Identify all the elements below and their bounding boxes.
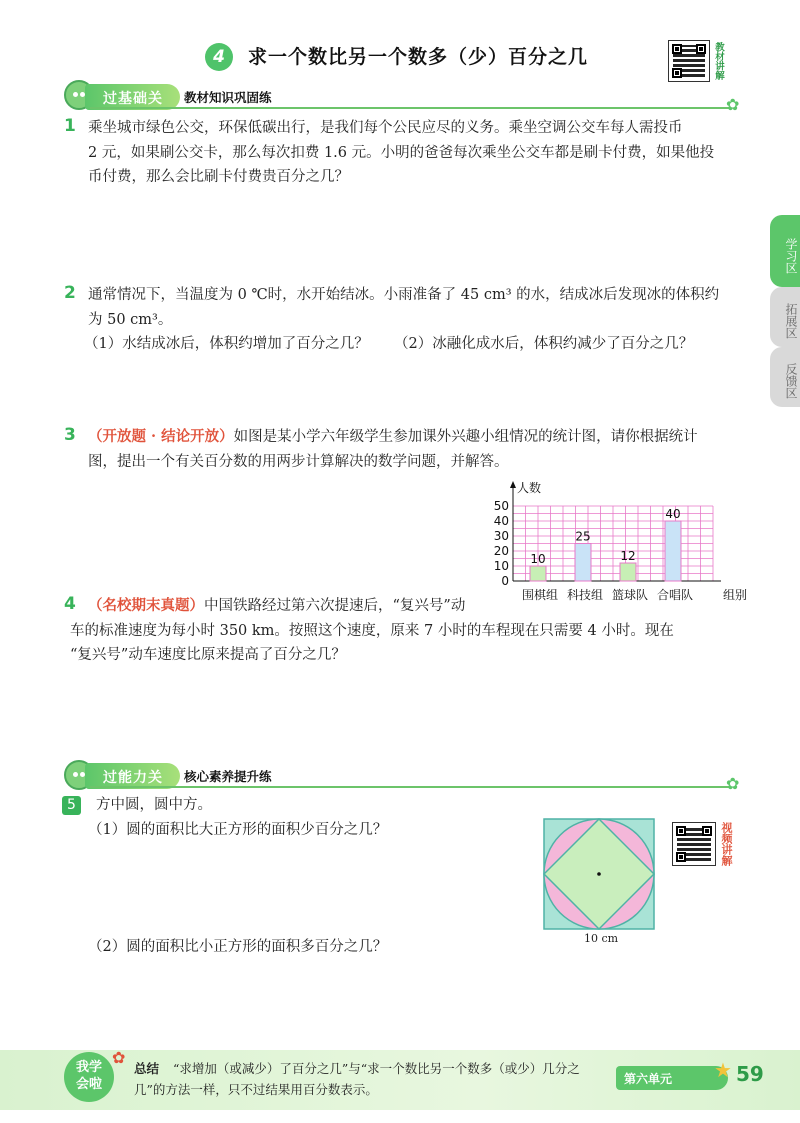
qr-code-icon[interactable] [672,822,716,866]
section-label: 过能力关 [103,770,163,786]
summary-label: 总结 [134,1061,160,1076]
badge-text: 我学会啦 [75,1060,102,1092]
learned-badge [64,1052,114,1102]
text-line [134,1058,604,1079]
y-tick-label: 0 [501,574,509,588]
bar-chart [470,468,750,608]
star-icon: ✿ [726,774,740,793]
bar [575,544,591,582]
question-number: 4 [64,594,76,614]
sub-question-1: （1）水结成冰后，体积约增加了百分之几？ [84,336,369,352]
bar-value-label: 40 [665,507,681,521]
text-span: 如图是某小学六年级学生参加课外兴趣小组情况的统计图，请你根据统计 [233,429,698,445]
text-line [88,594,738,619]
question-number: 3 [64,425,76,445]
text-line: 乘坐城市绿色公交，环保低碳出行，是我们每个公民应尽的义务。乘坐空调公交车每人需投币 [88,120,683,136]
tab-expand-area[interactable]: 拓展区 [770,287,800,347]
text-line: 2 元，如果刷公交卡，那么每次扣费 1.6 元。小明的爸爸每次乘坐公交车都是刷卡付费，如果他投 [88,144,715,161]
qr-label: 教材讲解 [713,42,724,80]
y-axis-label: 人数 [517,481,542,495]
question-tag: （名校期末真题） [88,597,204,614]
page-title: 求一个数比另一个数多（少）百分之几 [248,46,589,68]
qr-label: 视频讲解 [720,822,733,866]
question-1-text [88,116,738,190]
bar-value-label: 10 [530,552,546,566]
section-divider [90,786,730,788]
text-line: 通常情况下，当温度为 0 ℃时，水开始结冰。小雨准备了 45 cm³ 的水，结成冰后发现冰的体积约 [88,287,720,303]
unit-tab [616,1066,728,1090]
text-line: 车的标准速度为每小时 350 km。按照这个速度，原来 7 小时的车程现在只需要 4 小时。现在 [70,622,674,639]
mascot-star-icon: ★ [714,1058,732,1082]
y-tick-label: 50 [493,499,509,513]
chart-canvas [470,468,750,608]
section-subtitle: 核心素养提升练 [184,769,272,784]
summary-text [134,1058,604,1100]
text-line: 为 50 cm³。 [88,311,173,328]
y-tick-label: 20 [493,544,509,558]
sub-question-2: （2）冰融化成水后，体积约减少了百分之几？ [394,336,694,352]
question-number: 5 [62,796,81,815]
question-3-text [88,425,738,474]
bar [530,566,546,581]
text-line: 方中圆，圆中方。 [96,797,212,813]
unit-label: 第六单元 [624,1072,673,1086]
bar [665,521,681,581]
qr-code-icon[interactable] [668,40,710,82]
x-tick-label: 篮球队 [611,588,649,602]
section-label: 过基础关 [103,91,163,107]
text-line: 图，提出一个有关百分数的用两步计算解决的数学问题，并解答。 [88,453,509,470]
text-line [88,425,738,450]
x-tick-label: 合唱队 [656,588,694,602]
x-axis-label: 组别 [722,588,748,602]
star-icon: ✿ [726,95,740,114]
question-tag: （开放题 · 结论开放） [88,428,234,445]
y-tick-label: 30 [493,529,509,543]
star-icon: ✿ [112,1048,126,1067]
bar [620,563,636,581]
question-4-text [70,594,738,668]
sub-question-row [84,332,738,358]
text-span: 中国铁路经过第六次提速后，“复兴号”动 [204,598,466,614]
x-tick-label: 围棋组 [521,588,559,602]
geometry-diagram [543,818,657,946]
question-number: 2 [64,283,76,303]
tab-study-area[interactable]: 学习区 [770,215,800,287]
y-tick-label: 10 [493,559,509,573]
center-dot [597,872,601,876]
page-number: 59 [736,1062,764,1086]
text-span: “求增加（或减少）了百分之几”与“求一个数比另一个数多（或少）几分之 [173,1061,580,1076]
section-divider [90,107,730,109]
square-circle-figure [543,818,657,946]
lesson-number-badge: 4 [205,43,233,71]
question-2-text [84,283,738,358]
tab-feedback-area[interactable]: 反馈区 [770,347,800,407]
section-subtitle: 教材知识巩固练 [184,90,272,105]
bar-value-label: 25 [575,529,591,544]
figure-dimension-label: 10 cm [584,932,619,945]
text-line: “复兴号”动车速度比原来提高了百分之几？ [70,647,346,663]
sub-question-2: （2）圆的面积比小正方形的面积多百分之几？ [88,939,388,955]
bar-value-label: 12 [620,549,636,563]
question-number: 1 [64,116,76,136]
sub-question-1: （1）圆的面积比大正方形的面积少百分之几？ [88,821,388,838]
y-axis-arrow [510,481,516,488]
text-line: 几”的方法一样，只不过结果用百分数表示。 [134,1082,378,1097]
text-line: 币付费，那么会比刷卡付费贵百分之几？ [88,169,349,185]
y-tick-label: 40 [493,514,509,528]
x-tick-label: 科技组 [566,588,604,602]
